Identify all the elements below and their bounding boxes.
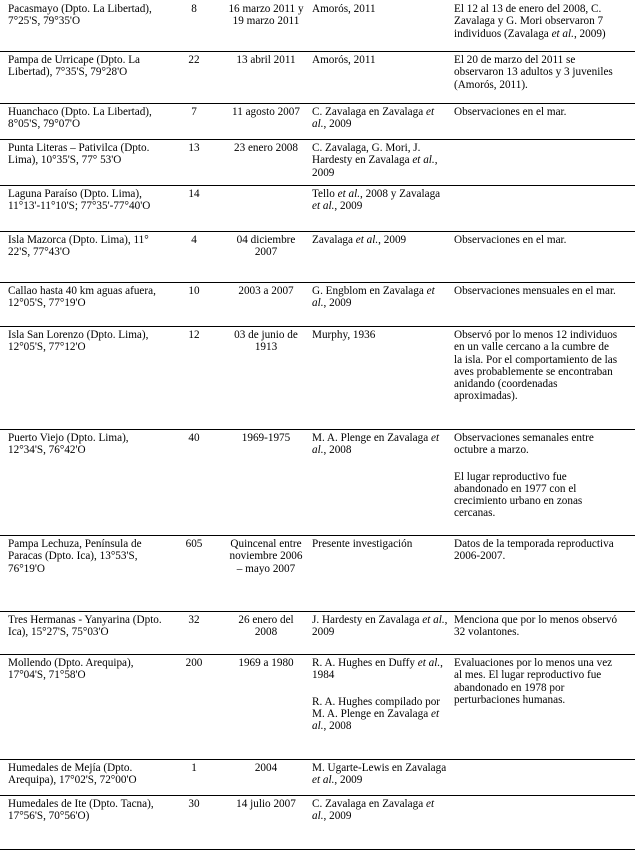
observation-text: Observaciones semanales entre octubre a marzo. <box>454 432 594 457</box>
date-cell: 04 diciembre 2007 <box>236 234 296 259</box>
source-cell <box>312 762 448 787</box>
count-cell: 7 <box>191 106 197 118</box>
date-cell: 11 agosto 2007 <box>232 106 300 118</box>
count-cell: 200 <box>185 657 203 669</box>
location-cell: Humedales de Mejía (Dpto. Arequipa), 17°02'S, 72°00'O <box>8 762 137 787</box>
source-cell <box>312 285 448 310</box>
source-reference: Presente investigación <box>312 538 413 550</box>
count-cell: 1 <box>191 762 197 774</box>
location-cell: Pampa de Urricape (Dpto. La Libertad), 7°35'S, 79°28'O <box>8 54 141 79</box>
source-reference: Tello et al., 2008 y Zavalaga et al., 2009 <box>312 188 441 213</box>
source-reference: M. Ugarte-Lewis en Zavalaga et al., 2009 <box>312 762 447 787</box>
location-cell: Isla Mazorca (Dpto. Lima), 11° 22'S, 77°43'O <box>8 234 149 259</box>
observations-cell <box>454 54 619 91</box>
table-row <box>0 795 635 850</box>
table-row <box>0 51 635 104</box>
source-cell <box>312 106 448 131</box>
source-reference: J. Hardesty en Zavalaga et al., 2009 <box>312 614 448 639</box>
source-reference: R. A. Hughes en Duffy et al., 1984 <box>312 657 443 682</box>
observation-text: Evaluaciones por lo menos una vez al mes. El lugar reproductivo fue abandonado en 1978 por perturbaciones humanas. <box>454 657 613 706</box>
source-reference: Murphy, 1936 <box>312 329 376 341</box>
table-row <box>0 759 635 796</box>
observation-text: Observaciones en el mar. <box>454 106 567 118</box>
source-cell <box>312 142 448 179</box>
table-row <box>0 185 635 232</box>
source-reference: R. A. Hughes compilado por M. A. Plenge en Zavalaga et al., 2008 <box>312 695 441 733</box>
date-cell: 14 julio 2007 <box>236 798 296 810</box>
location-cell: Punta Literas – Pativilca (Dpto. Lima), 10°35'S, 77° 53'O <box>8 142 150 167</box>
source-reference: C. Zavalaga en Zavalaga et al., 2009 <box>312 798 435 823</box>
location-cell: Puerto Viejo (Dpto. Lima), 12°34'S, 76°42'O <box>8 432 129 457</box>
table-row <box>0 282 635 327</box>
source-reference: M. A. Plenge en Zavalaga et al., 2008 <box>312 432 440 457</box>
date-cell: 1969 a 1980 <box>238 657 294 669</box>
table-row <box>0 611 635 655</box>
date-cell: 1969-1975 <box>241 432 291 444</box>
observations-cell <box>454 329 619 403</box>
count-cell: 32 <box>188 614 200 626</box>
observation-text: Observaciones en el mar. <box>454 234 567 246</box>
table-row <box>0 231 635 283</box>
count-cell: 22 <box>188 54 200 66</box>
observation-text: Menciona que por lo menos observó 32 volantones. <box>454 614 618 639</box>
source-reference: C. Zavalaga, G. Mori, J. Hardesty en Zavalaga et al., 2009 <box>312 142 438 179</box>
source-reference: G. Engblom en Zavalaga et al., 2009 <box>312 285 435 310</box>
count-cell: 14 <box>188 188 200 200</box>
table-row <box>0 103 635 140</box>
location-cell: Humedales de Ite (Dpto. Tacna), 17°56'S, 70°56'O) <box>8 798 154 823</box>
source-reference: C. Zavalaga en Zavalaga et al., 2009 <box>312 106 435 131</box>
source-cell <box>312 614 448 639</box>
source-reference: Zavalaga et al., 2009 <box>312 234 407 246</box>
date-cell: 23 enero 2008 <box>233 142 298 154</box>
location-cell: Callao hasta 40 km aguas afuera, 12°05'S, 77°19'O <box>8 285 156 310</box>
observations-cell <box>454 106 619 118</box>
location-cell: Isla San Lorenzo (Dpto. Lima), 12°05'S, 77°12'O <box>8 329 149 354</box>
count-cell: 10 <box>188 285 200 297</box>
source-cell <box>312 234 448 246</box>
date-cell: 13 abril 2011 <box>236 54 296 66</box>
date-cell: 26 enero del 2008 <box>238 614 294 639</box>
location-cell: Huanchaco (Dpto. La Libertad), 8°05'S, 79°07'O <box>8 106 152 131</box>
count-cell: 8 <box>191 3 197 15</box>
table-row <box>0 535 635 612</box>
source-cell <box>312 538 448 550</box>
source-reference: Amorós, 2011 <box>312 3 376 15</box>
table-row <box>0 654 635 760</box>
source-cell <box>312 3 448 15</box>
date-cell: 2003 a 2007 <box>238 285 294 297</box>
observation-text: Observó por lo menos 12 individuos en un valle cercano a la cumbre de la isla. Por el comportamiento de las aves probablemente se encontraban anidando (coordenadas aproximadas). <box>454 329 618 403</box>
source-reference: Amorós, 2011 <box>312 54 376 66</box>
source-cell <box>312 54 448 66</box>
table-row <box>0 326 635 430</box>
location-cell: Mollendo (Dpto. Arequipa), 17°04'S, 71°58'O <box>8 657 134 682</box>
location-cell: Pacasmayo (Dpto. La Libertad), 7°25'S, 79°35'O <box>8 3 152 28</box>
observations-cell <box>454 432 619 520</box>
count-cell: 30 <box>188 798 200 810</box>
source-cell <box>312 329 448 341</box>
location-cell: Laguna Paraíso (Dpto. Lima), 11°13'-11°10'S; 77°35'-77°40'O <box>8 188 151 213</box>
table-row <box>0 429 635 536</box>
date-cell: Quincenal entre noviembre 2006 – mayo 2007 <box>229 538 303 575</box>
observation-text: Observaciones mensuales en el mar. <box>454 285 616 297</box>
count-cell: 12 <box>188 329 200 341</box>
count-cell: 4 <box>191 234 197 246</box>
observations-cell <box>454 285 619 297</box>
count-cell: 605 <box>185 538 203 550</box>
observation-text: El lugar reproductivo fue abandonado en 1977 con el crecimiento urbano en zonas cercanas. <box>454 470 583 520</box>
table-row <box>0 139 635 186</box>
date-cell: 03 de junio de 1913 <box>234 329 298 354</box>
observation-text: El 20 de marzo del 2011 se observaron 13 adultos y 3 juveniles (Amorós, 2011). <box>454 54 613 91</box>
table-row <box>0 0 635 52</box>
observations-cell <box>454 657 619 706</box>
count-cell: 13 <box>188 142 200 154</box>
date-cell: 16 marzo 2011 y 19 marzo 2011 <box>228 3 304 28</box>
location-cell: Pampa Lechuza, Península de Paracas (Dpto. Ica), 13°53'S, 76°19'O <box>8 538 142 575</box>
observations-cell <box>454 538 619 563</box>
source-cell <box>312 657 448 732</box>
source-cell <box>312 798 448 823</box>
observations-cell <box>454 614 619 639</box>
observation-text: El 12 al 13 de enero del 2008, C. Zavalaga y G. Mori observaron 7 individuos (Zavalaga et al., 2009) <box>454 3 606 40</box>
source-cell <box>312 432 448 457</box>
observations-cell <box>454 234 619 246</box>
date-cell: 2004 <box>254 762 278 774</box>
count-cell: 40 <box>188 432 200 444</box>
location-cell: Tres Hermanas - Yanyarina (Dpto. Ica), 15°27'S, 75°03'O <box>8 614 162 639</box>
observations-cell <box>454 3 619 40</box>
observation-text: Datos de la temporada reproductiva 2006-2007. <box>454 538 614 563</box>
source-cell <box>312 188 448 213</box>
